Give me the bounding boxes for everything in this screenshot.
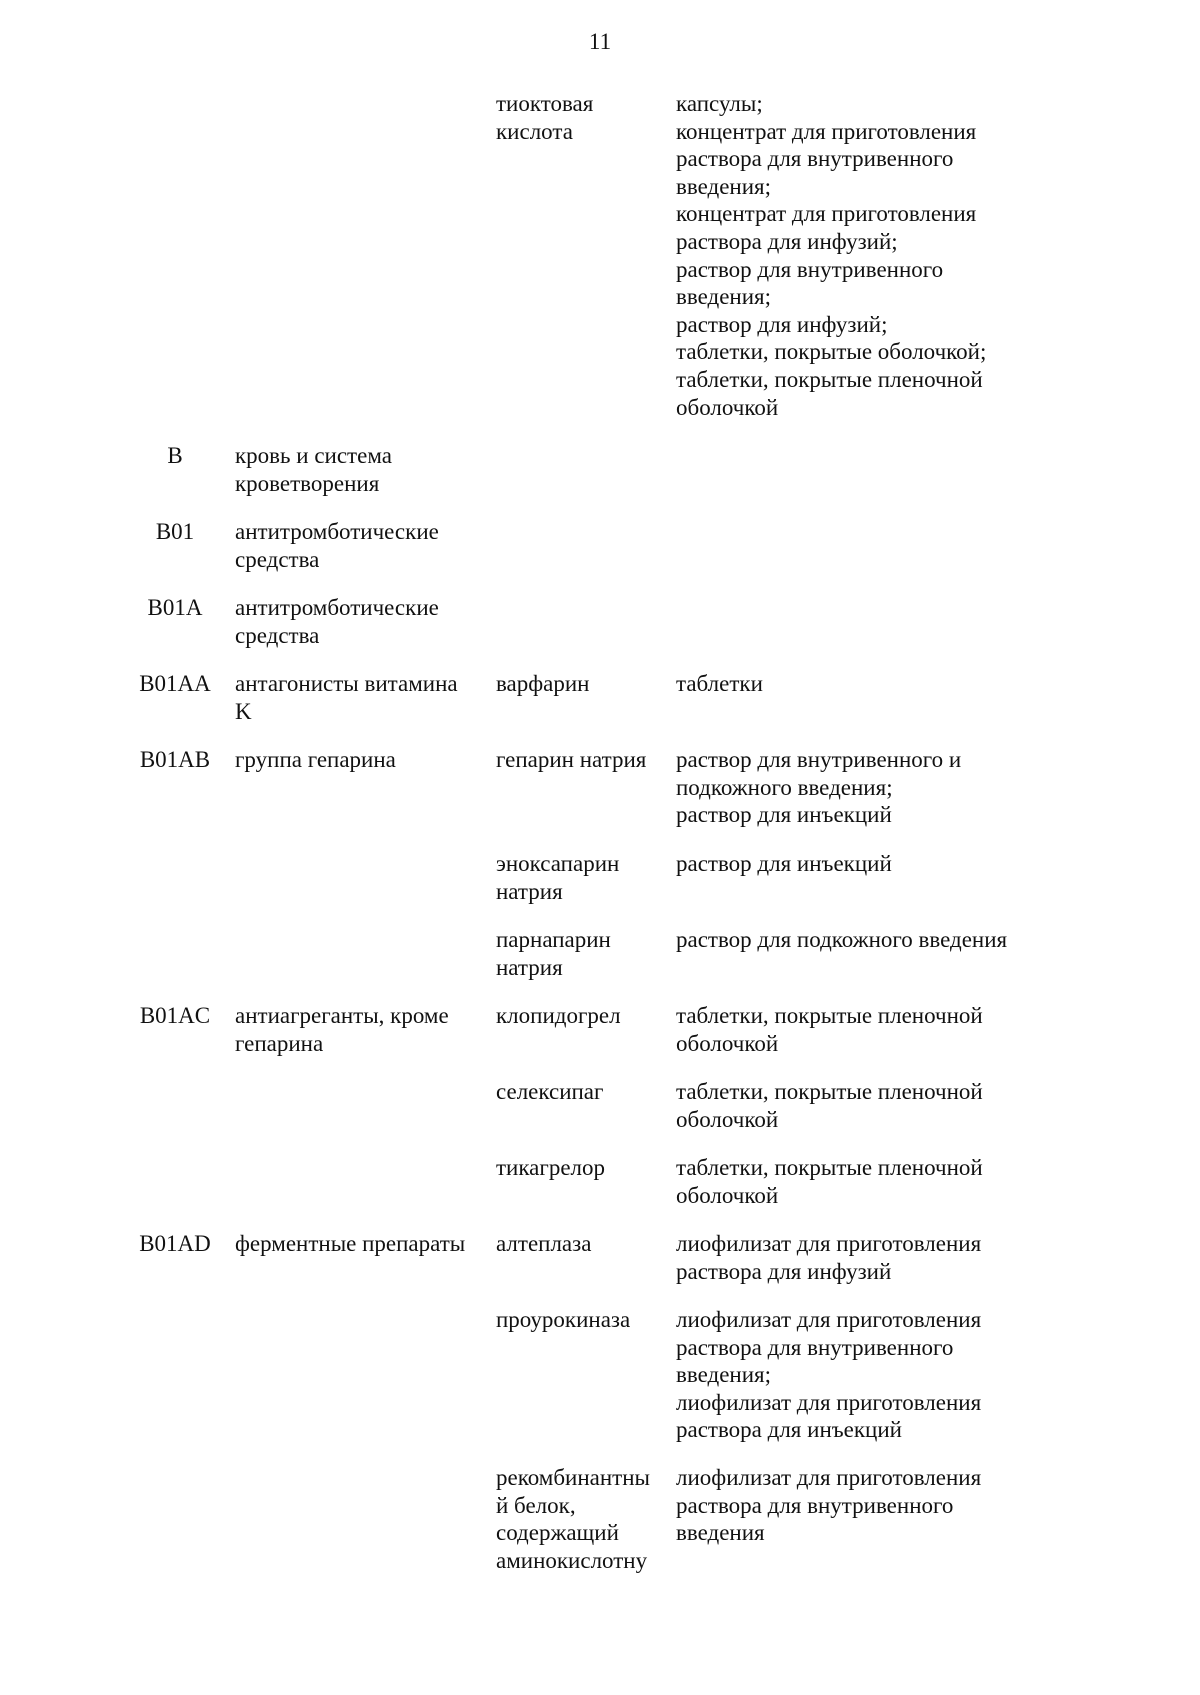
dosage-forms: капсулы; концентрат для приготовления раствора для внутривенного введения; концентрат для приготовления раствора для инфузий; раствор для внутривенного введения; раствор для инфузий; таблетки, покрытые оболочкой; таблетки, покрытые пленочной оболочкой [676,91,987,420]
dosage-forms: раствор для внутривенного и подкожного введения; раствор для инъекций [676,747,962,828]
atc-code: B [167,443,183,468]
substance-name: эноксапарин натрия [496,851,620,904]
atc-code: B01AA [139,671,211,696]
substance-name: алтеплаза [496,1231,592,1256]
group-name: антиагреганты, кроме гепарина [235,1003,449,1056]
group-name: антитромботические средства [235,595,439,648]
group-name: группа гепарина [235,747,396,772]
atc-code: B01AD [139,1231,211,1256]
atc-code: B01 [155,519,195,544]
dosage-forms: таблетки, покрытые пленочной оболочкой [676,1079,983,1132]
substance-name: гепарин натрия [496,747,647,772]
dosage-forms: лиофилизат для приготовления раствора для внутривенного введения; лиофилизат для приготовления раствора для инъекций [676,1307,982,1443]
substance-name: тикагрелор [496,1155,606,1180]
substance-name: рекомбинантны й белок, содержащий аминокислотну [496,1465,650,1573]
substance-name: тиоктовая кислота [496,91,594,144]
group-name: кровь и система кроветворения [235,443,392,496]
substance-name: селексипаг [496,1079,604,1104]
dosage-forms: таблетки [676,671,763,696]
dosage-forms: лиофилизат для приготовления раствора для инфузий [676,1231,982,1284]
dosage-forms: лиофилизат для приготовления раствора для внутривенного введения [676,1465,982,1546]
dosage-forms: раствор для подкожного введения [676,927,1008,952]
group-name: ферментные препараты [235,1231,466,1256]
dosage-forms: раствор для инъекций [676,851,892,876]
atc-code: B01AB [139,747,211,772]
substance-name: варфарин [496,671,590,696]
page-number: 11 [588,29,612,54]
substance-name: клопидогрел [496,1003,621,1028]
atc-code: B01AC [139,1003,211,1028]
group-name: антитромботические средства [235,519,439,572]
dosage-forms: таблетки, покрытые пленочной оболочкой [676,1155,983,1208]
substance-name: парнапарин натрия [496,927,611,980]
dosage-forms: таблетки, покрытые пленочной оболочкой [676,1003,983,1056]
group-name: антагонисты витамина K [235,671,458,724]
substance-name: проурокиназа [496,1307,631,1332]
atc-code: B01A [147,595,203,620]
